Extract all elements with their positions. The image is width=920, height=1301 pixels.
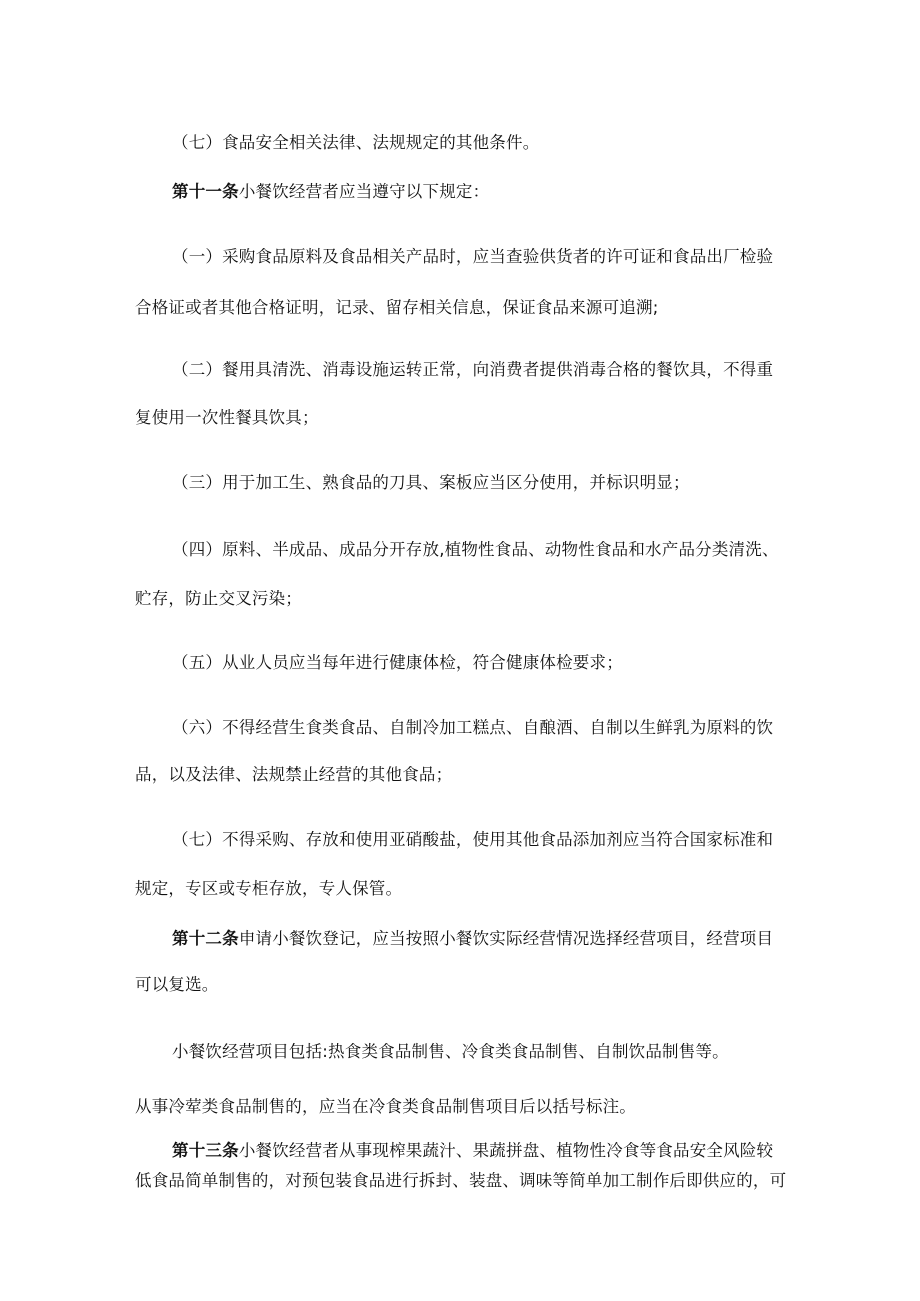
- cold-meat-note-line: 从事冷荤类食品制售的，应当在冷食类食品制售项目后以括号标注。: [135, 1097, 636, 1116]
- clause-7-line-2: 规定，专区或专柜存放，专人保管。: [135, 879, 403, 898]
- article-13-heading: [172, 1140, 773, 1162]
- clause-2-line-2: 复使用一次性餐具饮具；: [135, 408, 319, 427]
- clause-5-line-1: （五）从业人员应当每年进行健康体检，符合健康体检要求；: [172, 653, 623, 672]
- article-13-line-2: 低食品简单制售的，对预包装食品进行拆封、装盘、调味等简单加工制作后即供应的，可: [135, 1171, 787, 1190]
- article-12-line-2: 可以复选。: [135, 975, 219, 994]
- clause-7-line-1: （七）不得采购、存放和使用亚硝酸盐，使用其他食品添加剂应当符合国家标准和: [172, 830, 774, 849]
- clause-6-line-1: （六）不得经营生食类食品、自制冷加工糕点、自酿酒、自制以生鲜乳为原料的饮: [172, 718, 774, 737]
- clause-6-line-2: 品，以及法律、法规禁止经营的其他食品；: [135, 765, 453, 784]
- article-12-text: 申请小餐饮登记，应当按照小餐饮实际经营情况选择经营项目，经营项目: [238, 929, 774, 948]
- clause-1-line-2: 合格证或者其他合格证明，记录、留存相关信息，保证食品来源可追溯;: [135, 298, 659, 317]
- clause-2-line-1: （二）餐用具清洗、消毒设施运转正常，向消费者提供消毒合格的餐饮具，不得重: [172, 360, 774, 379]
- clause-1-line-1: （一）采购食品原料及食品相关产品时，应当查验供货者的许可证和食品出厂检验: [172, 247, 774, 266]
- article-11-label: 第十一条: [172, 182, 239, 201]
- article-12-heading: [172, 928, 773, 950]
- clause-4-line-1: （四）原料、半成品、成品分开存放,植物性食品、动物性食品和水产品分类清洗、: [172, 540, 779, 559]
- business-items-line: 小餐饮经营项目包括:热食类食品制售、冷食类食品制售、自制饮品制售等。: [172, 1042, 729, 1061]
- clause-4-line-2: 贮存，防止交叉污染；: [135, 589, 302, 608]
- clause-3-line-1: （三）用于加工生、熟食品的刀具、案板应当区分使用，并标识明显；: [172, 473, 690, 492]
- clause-7-conditions: （七）食品安全相关法律、法规规定的其他条件。: [172, 133, 540, 152]
- article-11-heading: [172, 181, 489, 203]
- article-11-text: 小餐饮经营者应当遵守以下规定：: [238, 182, 490, 201]
- article-13-label: 第十三条: [172, 1141, 239, 1160]
- article-12-label: 第十二条: [172, 929, 239, 948]
- article-13-text: 小餐饮经营者从事现榨果蔬汁、果蔬拼盘、植物性冷食等食品安全风险较: [238, 1141, 774, 1160]
